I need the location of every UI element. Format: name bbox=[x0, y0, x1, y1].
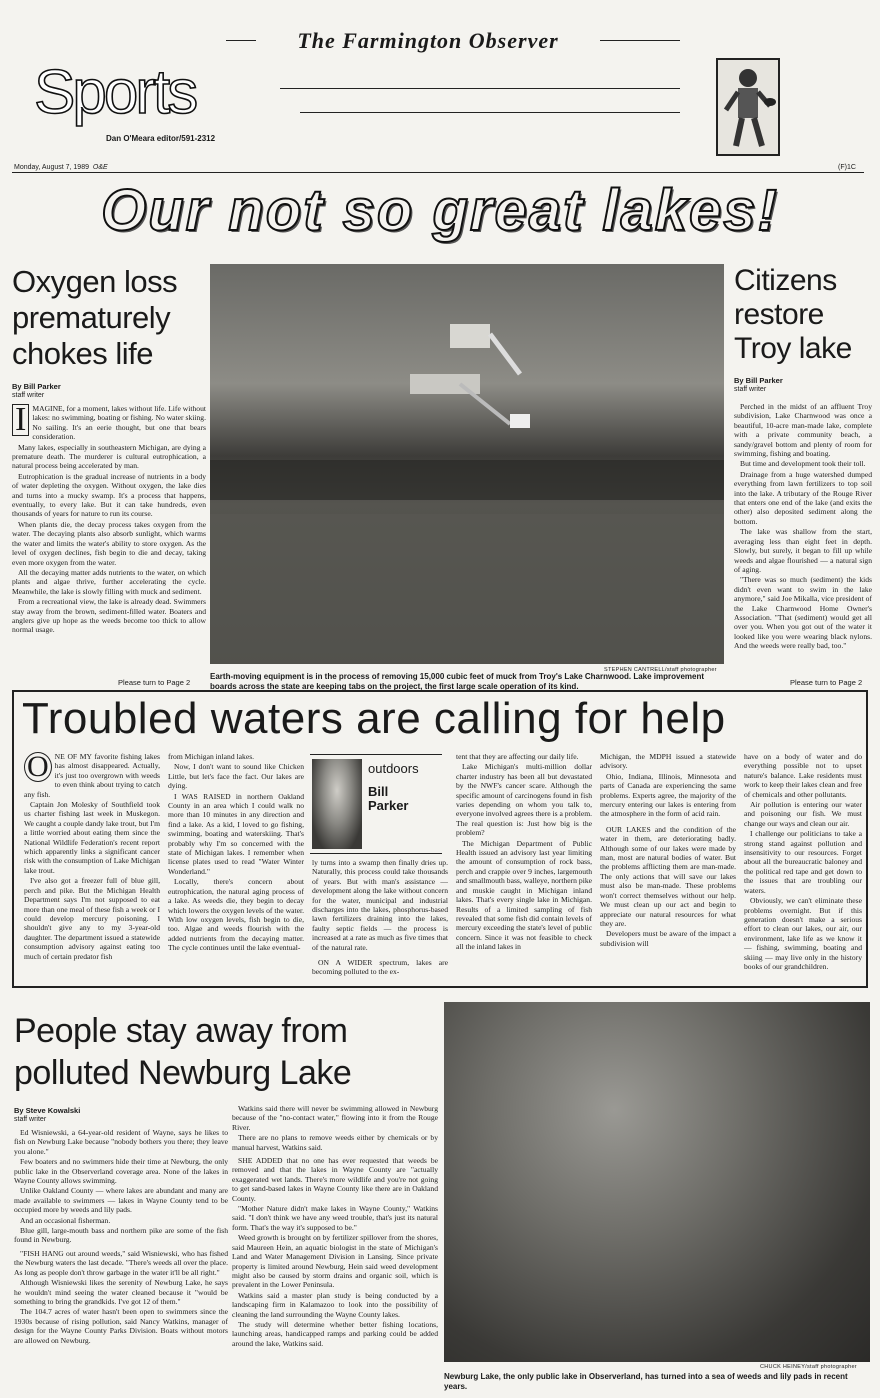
story3-para: Watkins said a master plan study is being conducted by a landscaping firm in Kalamazoo to look into the possibility of cleaning the land surrounding the Wayne County lakes. bbox=[232, 1290, 438, 1319]
story2-para: But time and development took their toll. bbox=[740, 459, 866, 469]
story3-para: Weed growth is brought on by fertilizer spillover from the shores, said Maureen Hein, an aquatic biologist in the state of Michigan's Land and Water Management Division in Lansing. Since private property is limited around Newburg, Hein said weed development might also be caused by storm drains and organic soil, which is prevalent in the Lower Peninsula. bbox=[232, 1233, 438, 1290]
story3-para: Blue gill, large-mouth bass and northern pike are some of the fish found in Newburg. bbox=[14, 1226, 228, 1245]
story3-para: Few boaters and no swimmers hide their time at Newburg, the only public lake in the Observerland coverage area. None of the lakes in Wayne County allows swimming. bbox=[14, 1157, 228, 1186]
column-para: ly turns into a swamp then finally dries up. Naturally, this process could take thousands of years. But with man's assistance — development along the lake without concern for the water, municipal and industrial discharges into the lakes, phosphorus-based lawn fertilizers draining into the lakes, faulty septic fields — the process is increased at a rate as much as five times that of the natural rate. bbox=[312, 858, 448, 952]
story2-body bbox=[734, 402, 872, 672]
story1-byline-role: staff writer bbox=[12, 392, 45, 399]
athlete-icon bbox=[718, 60, 778, 154]
column-para: The Michigan Department of Public Health issued an advisory last year limiting the amount of consumption of rock bass, perch and crappie over 9 inches, largemouth and smallmouth bass, walleye, northern pike and muskie caught in Michigan inland lakes. That's every single lake in Michigan. Results of a limited sampling of fish revealed that some fish did contain levels of mercury exceeding the state's level of public concern. Since it was not feasible to check all the inland lakes in bbox=[456, 838, 592, 952]
masthead-rule-right bbox=[600, 40, 680, 41]
story3-para: Watkins said there will never be swimming allowed in Newburg because of the "no-contact water," flowing into it from the Rouge River. bbox=[232, 1104, 438, 1132]
column-para: I've also got a freezer full of blue gill, perch and pike. But the Michigan Health Department says I'm not supposed to eat more than one meal of these fish a week or I could develop mercury poisoning. I shouldn't give any to my 3-year-old daughter. The department issued a statewide consumption advisory against eating too much of certain predator fish bbox=[24, 876, 160, 961]
story2-para: The lake was shallow from the start, averaging less than eight feet in depth. Slowly, but surely, it began to fill up while weeds and algae flourished — a natural sign of aging. bbox=[734, 527, 872, 574]
banner-headline: Our not so great lakes! bbox=[101, 178, 779, 243]
story2-para: "There was so much (sediment) the kids didn't even want to swim in the lake anymore," said Joe Mikalla, vice president of the Lake Charnwood Home Owner's Association. "That (sediment) would get all over you. When you got out of the water it looked like you were wearing black nylons. And the weeds were really bad, too." bbox=[734, 575, 872, 651]
column-para: Michigan, the MDPH issued a statewide advisory. bbox=[600, 752, 736, 771]
story1-byline: By Bill Parker bbox=[12, 382, 61, 391]
story3-para: And an occasional fisherman. bbox=[20, 1215, 111, 1225]
column-kicker: outdoors bbox=[368, 761, 419, 776]
story3-para: Although Wisniewski likes the serenity of Newburg Lake, he says he wouldn't mind seeing the water cleaned because it "would be something to bring the grandkids. I've got 12 of them." bbox=[14, 1278, 228, 1306]
columnist-box bbox=[310, 754, 442, 854]
story3-para: "FISH HANG out around weeds," said Wisniewski, who has fished the Newburg waters the last decade. "There's weeds all over the place. As long as people don't throw garbage in the water it'll be all right." bbox=[14, 1248, 228, 1277]
story1-para: Many lakes, especially in southeastern Michigan, are dying a premature death. The murderer is cultural eutrophication, a natural process being accelerated by man. bbox=[12, 442, 206, 471]
column-col6 bbox=[744, 752, 862, 984]
newburg-lake-photo bbox=[444, 1002, 870, 1362]
paper-name: The Farmington Observer bbox=[297, 28, 559, 53]
story3-para: Unlike Oakland County — where lakes are abundant and many are made available to swimmers — lakes in Wayne County tend to be occupied more by weeds and lily pads. bbox=[14, 1186, 228, 1215]
story1-turn: Please turn to Page 2 bbox=[118, 678, 191, 687]
column-para: Locally, there's concern about eutrophication, the natural aging process of a lake. As weeds die, they begin to decay which lowers the oxygen levels of the water. With low oxygen levels, fish begin to die, too. Algae and weeds flourish with the added nutrients from the decaying matter. The cycle continues until the lake eventual- bbox=[168, 877, 304, 953]
column-para: Ohio, Indiana, Illinois, Minnesota and parts of Canada are experiencing the same problems. Experts agree, the majority of the mercury entering our lakes is entering from the atmosphere in the form of acid rain. bbox=[600, 771, 736, 819]
story3-byline-role: staff writer bbox=[14, 1116, 47, 1123]
masthead-rule-3 bbox=[300, 112, 680, 113]
column-para: from Michigan inland lakes. bbox=[168, 752, 255, 761]
column-para: Now, I don't want to sound like Chicken Little, but let's face the fact. Our lakes are dying. bbox=[168, 762, 304, 791]
column-para: ON A WIDER spectrum, lakes are becoming polluted to the ex- bbox=[312, 958, 448, 977]
story3-para: "Mother Nature didn't make lakes in Wayne County," Watkins said. "I don't think we have any weed trouble, that's just its natural form. That's the way it's supposed to be." bbox=[232, 1204, 438, 1232]
column-dropcap: O bbox=[24, 752, 52, 782]
photo1-credit: STEPHEN CANTRELL/staff photographer bbox=[604, 667, 717, 673]
story2-para: Perched in the midst of an affluent Troy subdivision, Lake Charnwood was once a beautiful, 10-acre man-made lake, complete with a private community beach, a sandy/gravel bottom and plenty of room for swimming, fishing and boating. bbox=[734, 402, 872, 459]
column-para: tent that they are affecting our daily life. bbox=[456, 752, 579, 761]
story2-turn: Please turn to Page 2 bbox=[790, 678, 863, 687]
column-para: Obviously, we can't eliminate these problems overnight. But if this generation doesn't make a serious effort to clean our lakes, our air, our environment, lake life as we know it — fishing, swimming, boating and skiing — may live only in the history books of our grandchildren. bbox=[744, 896, 862, 971]
masthead-rule-left bbox=[226, 40, 256, 41]
story2-byline: By Bill Parker bbox=[734, 376, 783, 385]
story3-para: Ed Wisniewski, a 64-year-old resident of Wayne, says he likes to fish on Newburg Lake because "nobody bothers you there; they leave you alone." bbox=[14, 1128, 228, 1156]
story3-para: The study will determine whether better fishing locations, launching areas, handicapped ramps and parking could be added around the lake, Watkins said. bbox=[232, 1319, 438, 1348]
masthead-rule-2 bbox=[280, 88, 680, 89]
column-headline: Troubled waters are calling for help bbox=[22, 694, 726, 743]
story2-headline: Citizens restore Troy lake bbox=[734, 264, 852, 365]
column-para: NE OF MY favorite fishing lakes has almost disappeared. Actually, it's just too overgrown with weeds to even think about trying to catch any fish. bbox=[24, 752, 160, 799]
sports-logo bbox=[716, 58, 780, 156]
story3-headline: People stay away from polluted Newburg Lake bbox=[14, 1012, 352, 1092]
story1-body bbox=[12, 404, 206, 656]
column-para: I WAS RAISED in northern Oakland County in an area which I could walk no more than 10 minutes in any direction and find a lake. As a kid, I loved to go fishing, swimming, boating and waterskiing. That's probably why I'm so concerned with the state of Michigan lakes. I remember when license plates used to read "Water Winter Wonderland." bbox=[168, 791, 304, 876]
story3-col2 bbox=[232, 1104, 438, 1390]
story1-para: When plants die, the decay process takes oxygen from the water. The decaying plants also absorb sunlight, which warms the water and limits the water's ability to store oxygen. As the level of oxygen declines, fish begin to die and decay, taking even more oxygen from the water. bbox=[12, 519, 206, 567]
story1-dropcap: I bbox=[12, 404, 29, 436]
story2-byline-role: staff writer bbox=[734, 386, 767, 393]
photo2-credit: CHUCK HEINEY/staff photographer bbox=[760, 1364, 857, 1370]
story1-para: MAGINE, for a moment, lakes without life. Life without lakes: no swimming, boating or fishing. No water skiing. No sailing. It's an eerie thought, but one that bears consideration. bbox=[32, 404, 206, 442]
page-code: (F)1C bbox=[838, 164, 856, 171]
photo1-caption: Earth-moving equipment is in the process of removing 15,000 cubic feet of muck from Troy's Lake Charnwood. Lake improvement boards across the state are keeping tabs on the project, the first large scale operation of its kind. bbox=[210, 672, 705, 691]
column-col1 bbox=[24, 752, 160, 984]
story1-headline: Oxygen loss prematurely chokes life bbox=[12, 264, 178, 371]
story1-para: From a recreational view, the lake is already dead. Swimmers stay away from the brown, sediment-filled water. Boaters and anglers give up hope as the weeds become too thick to allow normal usage. bbox=[12, 597, 206, 635]
column-para: Captain Jon Molesky of Southfield took us charter fishing last week in Muskegon. We caught a couple dandy lake trout, but I'm a little worried about eating them since the National Wildlife Federation's recent report which apparently links a significant cancer risk with the consumption of Lake Michigan lake trout. bbox=[24, 800, 160, 875]
column-para: Air pollution is entering our water and poisoning our fish. We must change our ways and clean our air. bbox=[744, 800, 862, 828]
column-col4 bbox=[456, 752, 592, 984]
section-title: Sports bbox=[34, 58, 196, 127]
column-para: have on a body of water and do everything possible not to upset nature's balance. Lake residents must work to keep their lakes clean and free of chemicals and other pollutants. bbox=[744, 752, 862, 799]
story3-para: There are no plans to remove weeds either by chemicals or by manual harvest, Watkins said. bbox=[232, 1133, 438, 1152]
column-para: I challenge our politicians to take a strong stand against pollution and insensitivity to our resources. Forget about all the bureaucratic baloney and the political red tape and get down to the issues that are troubling our waters. bbox=[744, 829, 862, 895]
story2-para: Drainage from a huge watershed dumped everything from lawn fertilizers to top soil into the lake. A tributary of the Rouge River that enters one end of the lake (and exits the other) also deposited sediment along the bottom. bbox=[734, 469, 872, 526]
story3-col1 bbox=[14, 1128, 228, 1390]
date-rule bbox=[12, 172, 864, 173]
column-author-first: Bill bbox=[368, 784, 389, 799]
photo2-caption: Newburg Lake, the only public lake in Observerland, has turned into a sea of weeds and lily pads in recent years. bbox=[444, 1372, 848, 1391]
story3-para: The 104.7 acres of water hasn't been open to swimmers since the 1930s because of rising pollution, said Nancy Watkins, manager of design for the Wayne County Parks Division. Boats without motors are allowed on Newburg. bbox=[14, 1307, 228, 1345]
column-col3 bbox=[312, 858, 448, 984]
lake-charnwood-photo bbox=[210, 264, 724, 664]
column-col5 bbox=[600, 752, 736, 984]
story3-para: SHE ADDED that no one has ever requested that weeds be removed and that the lakes in Wayne County are "actually exaggerated wet lands. There's more wildlife and you're not going to get sand-based lakes in Wayne County like there are in Oakland County. bbox=[232, 1156, 438, 1203]
column-author-last: Parker bbox=[368, 798, 409, 813]
story1-para: Eutrophication is the gradual increase of nutrients in a body of water depleting the oxygen. Without oxygen, the lake dies and turns into a mucky swamp. It's a process that happens, eventually, to every lake. But it can take hundreds, even thousands of years for nature to run its course. bbox=[12, 471, 206, 519]
column-para: Developers must be aware of the impact a subdivision will bbox=[600, 929, 736, 948]
column-para: OUR LAKES and the condition of the water in them, are deteriorating badly. Although some of our lakes were made by man, most are natural bodies of water. But the problems afflicting them are man-made. The only actions that will save our lakes must also be man-made. These problems won't correct themselves without our help. We must clean up our act and begin to appreciate our natural resources for what they are. bbox=[600, 824, 736, 928]
excavator-graphic bbox=[210, 264, 724, 664]
date-line: Monday, August 7, 1989 O&E bbox=[14, 164, 108, 171]
columnist-photo bbox=[312, 759, 362, 849]
story1-para: All the decaying matter adds nutrients to the water, on which plants and algae thrive, further accelerating the cycle. Meanwhile, the lake is slowly filling with muck and sediment. bbox=[12, 567, 206, 596]
story3-byline: By Steve Kowalski bbox=[14, 1106, 81, 1115]
column-col2 bbox=[168, 752, 304, 984]
column-para: Lake Michigan's multi-million dollar charter industry has been all but devastated by the NWF's cancer scare. Although the specific amount of carcinogens found in fish varies depending on whom you talk to, everyone involved agrees there is a problem. The real question is: Just how big is the problem? bbox=[456, 762, 592, 838]
editor-line: Dan O'Meara editor/591-2312 bbox=[106, 134, 216, 143]
